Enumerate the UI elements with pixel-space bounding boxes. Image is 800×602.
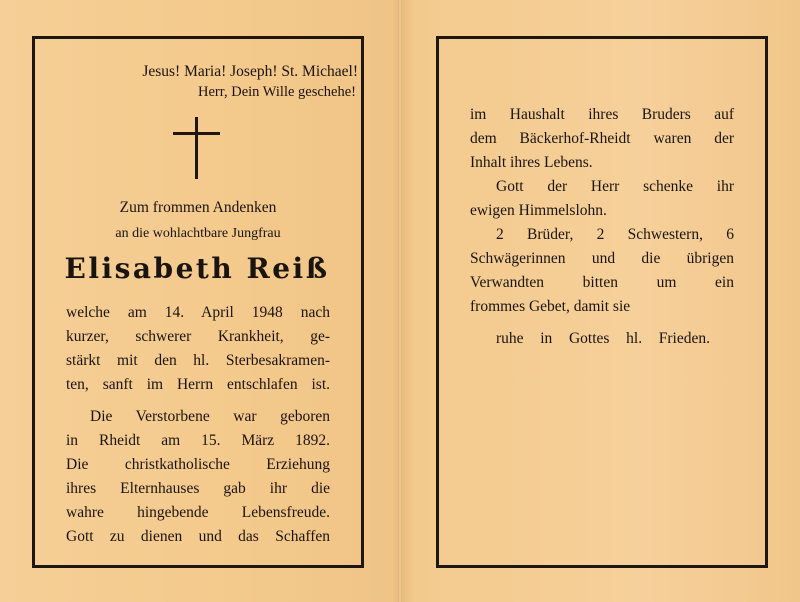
cross-icon-bar [173, 132, 220, 135]
closing-line: ruhe in Gottes hl. Frieden. [496, 330, 710, 347]
text-line: im Haushalt ihres Bruders auf [470, 106, 734, 123]
invocation: Jesus! Maria! Joseph! St. Michael! [142, 63, 358, 80]
memorial-heading: Zum frommen Andenken [119, 199, 277, 216]
text-line: in Rheidt am 15. März 1892. [66, 432, 330, 449]
deceased-name: Elisabeth Reiß [64, 252, 330, 285]
text-line: Die Verstorbene war geboren [90, 408, 330, 425]
text-line: ihres Elternhauses gab ihr die [66, 480, 330, 497]
text-line: frommes Gebet, damit sie [470, 298, 631, 315]
dedication: an die wohlachtbare Jungfrau [115, 226, 281, 241]
text-line: ewigen Himmelslohn. [470, 202, 607, 219]
text-line: Schwägerinnen und die übrigen [470, 250, 734, 267]
text-line: stärkt mit den hl. Sterbesakramen- [66, 352, 330, 369]
prayer: Herr, Dein Wille geschehe! [198, 84, 356, 100]
text-line: wahre hingebende Lebensfreude. [66, 504, 330, 521]
text-line: dem Bäckerhof-Rheidt waren der [470, 130, 734, 147]
text-line: ten, sanft im Herrn entschlafen ist. [66, 376, 330, 393]
text-line: Verwandten bitten um ein [470, 274, 734, 291]
text-line: Inhalt ihres Lebens. [470, 154, 593, 171]
text-line: Gott zu dienen und das Schaffen [66, 528, 330, 545]
text-line: welche am 14. April 1948 nach [66, 304, 330, 321]
card-fold [398, 0, 402, 602]
cross-icon [195, 117, 198, 179]
text-line: kurzer, schwerer Krankheit, ge- [66, 328, 330, 345]
text-line: Gott der Herr schenke ihr [496, 178, 734, 195]
text-line: 2 Brüder, 2 Schwestern, 6 [496, 226, 734, 243]
text-line: Die christkatholische Erziehung [66, 456, 330, 473]
